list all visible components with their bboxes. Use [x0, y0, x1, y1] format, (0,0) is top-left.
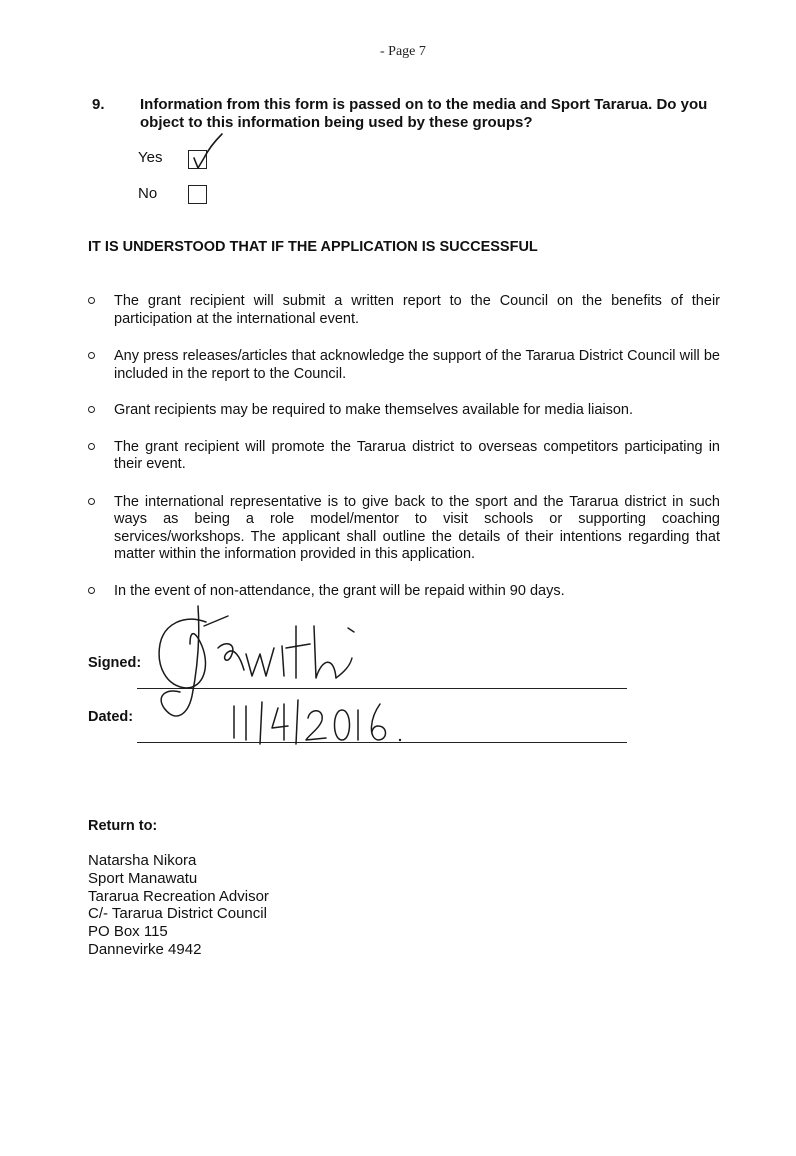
address-line: Dannevirke 4942 [88, 940, 202, 958]
condition-text: Grant recipients may be required to make themselves available for media liaison. [114, 402, 634, 418]
condition-text: The grant recipient will promote the Tararua district to overseas competitors participating in their event. [114, 438, 720, 472]
question-text: Information from this form is passed on to the media and Sport Tararua. Do you object to this information being used by these groups? [140, 96, 708, 131]
condition-text: In the event of non-attendance, the grant will be repaid within 90 days. [114, 582, 565, 599]
list-item [88, 348, 720, 383]
page-number: - Page 7 [380, 44, 426, 59]
list-item [88, 402, 720, 420]
conditions-heading: IT IS UNDERSTOOD THAT IF THE APPLICATION IS SUCCESSFUL [88, 239, 538, 255]
return-address [88, 852, 269, 959]
return-to-heading: Return to: [88, 818, 158, 834]
list-item [88, 494, 720, 564]
bullet-icon [88, 587, 95, 594]
bullet-icon [88, 443, 95, 450]
bullet-icon [88, 498, 95, 505]
option-no-label: No [138, 185, 158, 202]
no-checkbox[interactable] [188, 185, 207, 204]
question-number: 9. [92, 96, 105, 113]
address-line: Natarsha Nikora [88, 852, 197, 869]
bullet-icon [88, 352, 95, 359]
dated-label: Dated: [88, 709, 134, 725]
yes-checkmark-icon [188, 128, 228, 172]
option-yes-label: Yes [138, 149, 163, 166]
address-line: PO Box 115 [88, 923, 168, 941]
address-line: C/- Tararua District Council [88, 905, 267, 923]
handwritten-date [228, 696, 418, 748]
bullet-icon [88, 297, 95, 304]
signed-label: Signed: [88, 655, 142, 671]
condition-text: The grant recipient will submit a written report to the Council on the benefits of their participation at the international event. [114, 293, 720, 327]
address-line: Tararua Recreation Advisor [88, 887, 269, 905]
address-line: Sport Manawatu [88, 869, 198, 887]
condition-text: The international representative is to give back to the sport and the Tararua district in such ways as being a role model/mentor to visit schools or supporting coaching services/workshops. The applicant shall outline the details of their intentions regarding that matter within the information provided in this application. [114, 493, 720, 562]
conditions-list [88, 293, 720, 600]
list-item [88, 293, 720, 328]
list-item [88, 439, 720, 474]
bullet-icon [88, 406, 95, 413]
condition-text: Any press releases/articles that acknowledge the support of the Tararua District Council will be included in the report to the Council. [114, 348, 720, 382]
